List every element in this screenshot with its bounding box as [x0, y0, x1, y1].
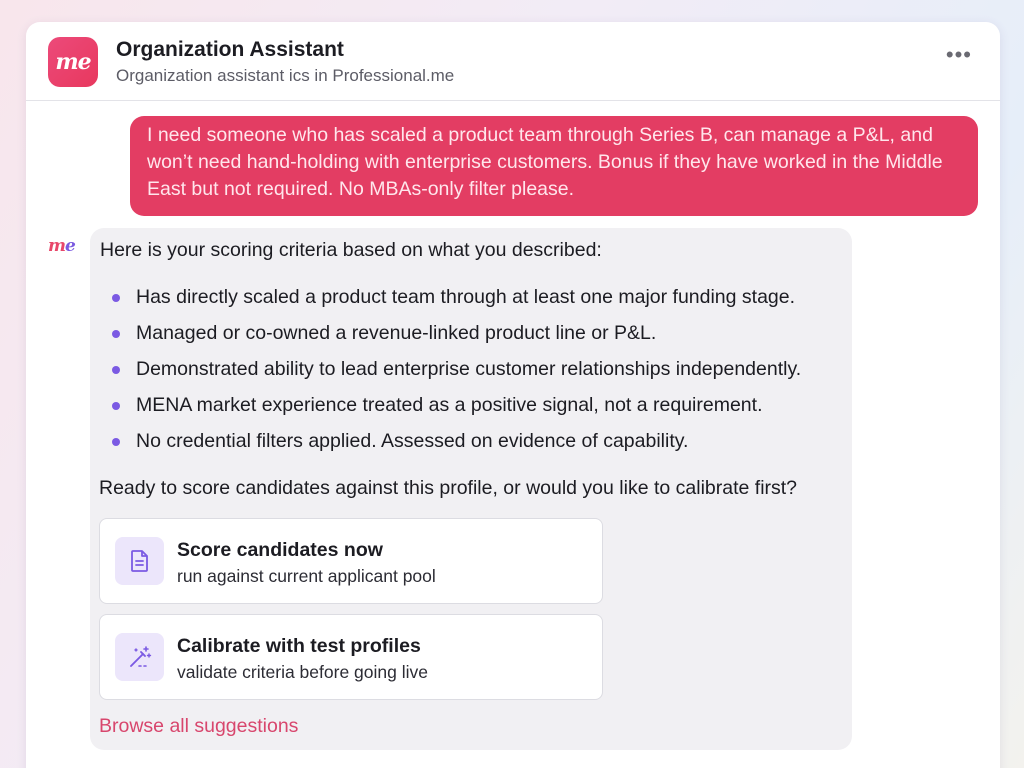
action-title: Score candidates now [177, 539, 383, 561]
assistant-title: Organization Assistant [116, 38, 344, 61]
user-message-text: I need someone who has scaled a product team through Series B, can manage a P&L, and won’t need hand-holding with enterprise customers. Bonus if they have worked in the Middle East but not required. No MBAs-only filter please. [147, 124, 943, 200]
browse-suggestions-link[interactable]: Browse all suggestions [99, 715, 299, 737]
criteria-item: Managed or co-owned a revenue-linked product line or P&L. [100, 322, 801, 358]
criteria-list [100, 286, 801, 466]
bullet-icon [112, 294, 120, 302]
assistant-message-bubble [90, 228, 852, 750]
bullet-icon [112, 366, 120, 374]
action-subtitle: run against current applicant pool [177, 566, 436, 586]
calibrate-profiles-button[interactable] [99, 614, 603, 700]
assistant-avatar-icon: me [48, 236, 75, 256]
assistant-intro: Here is your scoring criteria based on what you described: [100, 239, 602, 261]
action-title: Calibrate with test profiles [177, 635, 421, 657]
score-candidates-button[interactable] [99, 518, 603, 604]
user-message-bubble [130, 116, 978, 216]
app-logo: me [48, 37, 98, 87]
assistant-question: Ready to score candidates against this profile, or would you like to calibrate first? [99, 477, 798, 499]
bullet-icon [112, 402, 120, 410]
action-subtitle: validate criteria before going live [177, 662, 428, 682]
criteria-item: Has directly scaled a product team through at least one major funding stage. [100, 286, 801, 322]
criteria-item: Demonstrated ability to lead enterprise customer relationships independently. [100, 358, 801, 394]
chat-header [26, 22, 1000, 101]
criteria-item: No credential filters applied. Assessed on evidence of capability. [100, 430, 801, 466]
magic-wand-icon [115, 633, 164, 681]
assistant-subtitle: Organization assistant ics in Professional.me [116, 66, 455, 85]
more-options-icon[interactable]: ••• [945, 42, 972, 67]
criteria-item: MENA market experience treated as a positive signal, not a requirement. [100, 394, 801, 430]
document-icon [115, 537, 164, 585]
chat-window [26, 22, 1000, 768]
bullet-icon [112, 438, 120, 446]
bullet-icon [112, 330, 120, 338]
